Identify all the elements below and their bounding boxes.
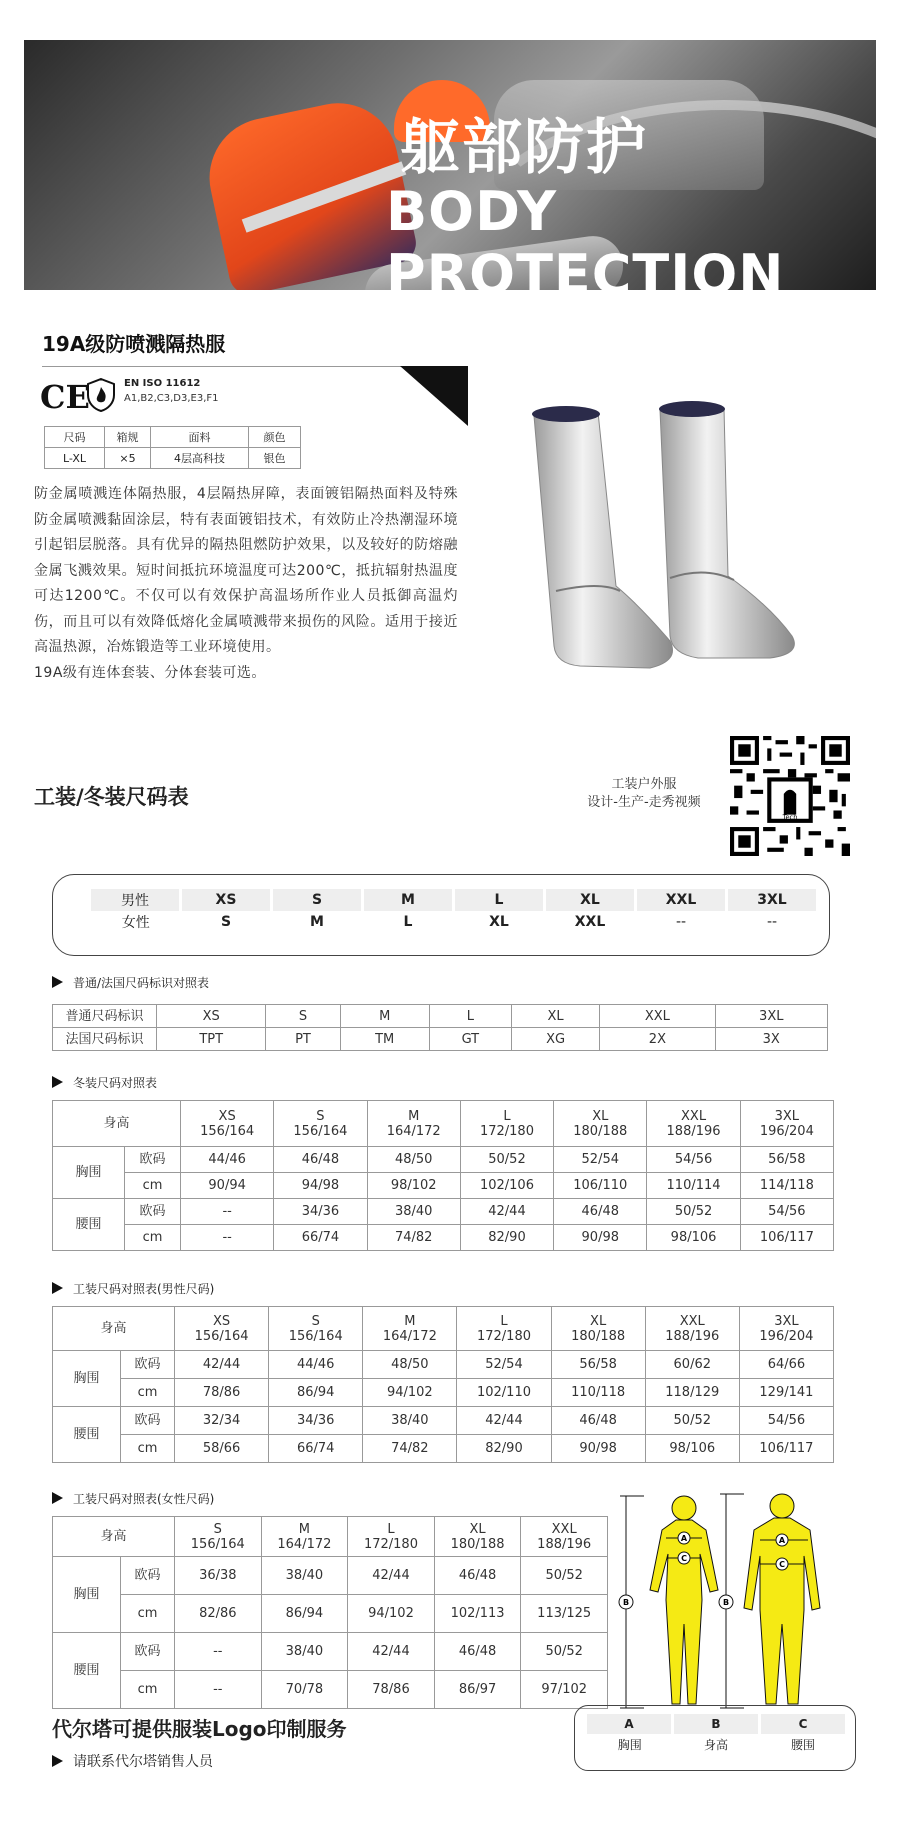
- size-head-cell: XL 180/188: [554, 1101, 647, 1147]
- table-cell: TPT: [157, 1028, 266, 1051]
- table-cell: 46/48: [551, 1407, 645, 1435]
- table-cell: 110/114: [647, 1173, 740, 1199]
- size-head-cell: L 172/180: [348, 1517, 435, 1557]
- fr-table-label: 普通/法国尺码标识对照表: [52, 974, 209, 991]
- legend-label: 腰围: [790, 1737, 815, 1752]
- size-head-cell: XXL 188/196: [647, 1101, 740, 1147]
- table-row: [53, 1173, 834, 1199]
- table-row: [53, 1435, 834, 1463]
- product-title: 19A级防喷溅隔热服: [42, 332, 226, 356]
- gender-size-box: [52, 874, 830, 956]
- table-row: [53, 1557, 608, 1595]
- size-head-cell: 3XL 196/204: [739, 1307, 833, 1351]
- flame-shield-icon: [86, 378, 116, 412]
- table-cell: --: [175, 1633, 262, 1671]
- table-cell: 46/48: [434, 1557, 521, 1595]
- table-cell: 86/94: [269, 1379, 363, 1407]
- table-cell: 90/98: [554, 1225, 647, 1251]
- table-cell: 48/50: [367, 1147, 460, 1173]
- table-cell: --: [181, 1225, 274, 1251]
- table-cell: 3X: [715, 1028, 827, 1051]
- table-row: [53, 1595, 608, 1633]
- table-cell: XG: [511, 1028, 599, 1051]
- size-head-cell: XL 180/188: [434, 1517, 521, 1557]
- legend-label: 身高: [703, 1737, 728, 1752]
- table-cell: 34/36: [274, 1199, 367, 1225]
- table-cell: 129/141: [739, 1379, 833, 1407]
- winter-size-table: [52, 1100, 834, 1251]
- table-cell: 113/125: [521, 1595, 608, 1633]
- row-label: 身高: [53, 1307, 175, 1351]
- size-cell: M: [310, 914, 324, 930]
- table-cell: 50/52: [521, 1557, 608, 1595]
- row-label: 胸围: [53, 1147, 125, 1199]
- size-head-cell: S 156/164: [269, 1307, 363, 1351]
- spec-value: ×5: [105, 448, 151, 469]
- table-cell: 86/97: [434, 1671, 521, 1709]
- table-cell: 52/54: [457, 1351, 551, 1379]
- table-cell: 98/106: [645, 1435, 739, 1463]
- table-cell: 74/82: [363, 1435, 457, 1463]
- table-cell: 82/86: [175, 1595, 262, 1633]
- spec-value: 银色: [249, 448, 301, 469]
- table-cell: 54/56: [647, 1147, 740, 1173]
- table-cell: 82/90: [460, 1225, 553, 1251]
- banner-title-cn: 躯部防护: [400, 113, 648, 183]
- legend-labels-row: [587, 1734, 847, 1754]
- unit-label: 欧码: [121, 1633, 175, 1671]
- table-cell: 50/52: [645, 1407, 739, 1435]
- unit-label: 欧码: [125, 1147, 181, 1173]
- size-cell: L: [403, 914, 413, 930]
- qr-code-icon[interactable]: [730, 736, 850, 856]
- size-head-cell: S 156/164: [175, 1517, 262, 1557]
- legend-letter: C: [760, 1714, 847, 1734]
- table-cell: 3XL: [715, 1005, 827, 1028]
- table-cell: 46/48: [274, 1147, 367, 1173]
- spec-header: 箱规: [105, 427, 151, 448]
- table-cell: 42/44: [457, 1407, 551, 1435]
- female-row: [91, 911, 818, 933]
- size-head-cell: XS 156/164: [175, 1307, 269, 1351]
- male-figure: [744, 1494, 820, 1704]
- size-head-cell: XL 180/188: [551, 1307, 645, 1351]
- table-cell: 97/102: [521, 1671, 608, 1709]
- contact-line: 请联系代尔塔销售人员: [52, 1751, 213, 1771]
- table-cell: 38/40: [261, 1557, 348, 1595]
- standard-codes: A1,B2,C3,D3,E3,F1: [124, 393, 219, 404]
- table-cell: --: [181, 1199, 274, 1225]
- unit-label: 欧码: [121, 1557, 175, 1595]
- row-label: 身高: [53, 1517, 175, 1557]
- spec-value: L-XL: [45, 448, 105, 469]
- size-cell: S: [220, 914, 232, 930]
- unit-label: cm: [121, 1435, 175, 1463]
- table-row: [53, 1225, 834, 1251]
- table-cell: 46/48: [554, 1199, 647, 1225]
- legend-letter: B: [673, 1714, 760, 1734]
- size-head-cell: M 164/172: [367, 1101, 460, 1147]
- arrow-icon: [52, 1492, 63, 1504]
- size-cell: L: [454, 889, 545, 911]
- table-cell: 50/52: [521, 1633, 608, 1671]
- unit-label: cm: [121, 1379, 175, 1407]
- unit-label: 欧码: [121, 1351, 175, 1379]
- fr-size-table: [52, 1004, 828, 1051]
- table-cell: S: [266, 1005, 340, 1028]
- size-cell: XS: [181, 889, 272, 911]
- size-cell: XL: [545, 889, 636, 911]
- table-row: [53, 1671, 608, 1709]
- gender-size-table: [91, 889, 819, 933]
- table-cell: 42/44: [348, 1633, 435, 1671]
- table-cell: 54/56: [740, 1199, 833, 1225]
- table-cell: 58/66: [175, 1435, 269, 1463]
- table-cell: 102/110: [457, 1379, 551, 1407]
- table-cell: 66/74: [269, 1435, 363, 1463]
- table-cell: 42/44: [460, 1199, 553, 1225]
- table-cell: PT: [266, 1028, 340, 1051]
- measurement-legend: [574, 1705, 856, 1771]
- table-cell: XXL: [600, 1005, 715, 1028]
- table-cell: 34/36: [269, 1407, 363, 1435]
- height-row: [53, 1101, 834, 1147]
- marker-a: A: [778, 1536, 786, 1545]
- size-cell: --: [766, 914, 778, 930]
- size-head-cell: L 172/180: [457, 1307, 551, 1351]
- winter-table-label: 冬装尺码对照表: [52, 1074, 157, 1091]
- table-row: [53, 1407, 834, 1435]
- table-cell: M: [340, 1005, 429, 1028]
- size-cell: S: [272, 889, 363, 911]
- table-row: [53, 1028, 828, 1051]
- table-cell: 98/102: [367, 1173, 460, 1199]
- row-label: 普通尺码标识: [53, 1005, 157, 1028]
- size-head-cell: S 156/164: [274, 1101, 367, 1147]
- video-label-line: 工装户外服: [611, 777, 677, 792]
- video-label: [574, 776, 714, 812]
- body-measurement-figures: [614, 1490, 824, 1720]
- row-label: 胸围: [53, 1351, 121, 1407]
- table-cell: 52/54: [554, 1147, 647, 1173]
- unit-label: cm: [125, 1173, 181, 1199]
- table-row: [53, 1147, 834, 1173]
- table-cell: 42/44: [175, 1351, 269, 1379]
- table-cell: 82/90: [457, 1435, 551, 1463]
- table-cell: 66/74: [274, 1225, 367, 1251]
- description-paragraph: 防金属喷溅连体隔热服，4层隔热屏障，表面镀铝隔热面料及特殊防金属喷溅黏固涂层，特有表面镀铝技术，有效防止冷热潮湿环境引起铝层脱落。具有优异的隔热阻燃防护效果，以及较好的防熔融金属飞溅效果。短时间抵抗环境温度可达200℃，抵抗辐射热温度可达1200℃。不仅可以有效保护高温场所作业人员抵御高温灼伤，而且可以有效降低熔化金属喷溅带来损伤的风险。适用于接近高温热源，冶炼锻造等工业环境使用。: [34, 486, 458, 655]
- table-row: [53, 1379, 834, 1407]
- table-cell: 98/106: [647, 1225, 740, 1251]
- table-cell: 70/78: [261, 1671, 348, 1709]
- height-row: [53, 1307, 834, 1351]
- unit-label: cm: [121, 1595, 175, 1633]
- table-row: [53, 1633, 608, 1671]
- table-cell: 42/44: [348, 1557, 435, 1595]
- table-cell: 102/113: [434, 1595, 521, 1633]
- banner-title-en: BODY PROTECTION: [386, 180, 785, 306]
- size-head-cell: L 172/180: [460, 1101, 553, 1147]
- marker-a: A: [680, 1534, 688, 1543]
- table-cell: 86/94: [261, 1595, 348, 1633]
- table-cell: 90/98: [551, 1435, 645, 1463]
- size-head-cell: XXL 188/196: [645, 1307, 739, 1351]
- table-cell: 56/58: [551, 1351, 645, 1379]
- legend-letter: A: [587, 1714, 673, 1734]
- table-cell: 106/117: [740, 1225, 833, 1251]
- unit-label: 欧码: [121, 1407, 175, 1435]
- corner-triangle-decoration: [400, 366, 468, 426]
- ce-mark-icon: CE: [40, 378, 90, 416]
- spec-header-row: [45, 427, 301, 448]
- table-cell: 106/117: [739, 1435, 833, 1463]
- female-label: 女性: [121, 915, 150, 931]
- arrow-icon: [52, 1755, 63, 1767]
- table-cell: 106/110: [554, 1173, 647, 1199]
- row-label: 身高: [53, 1101, 181, 1147]
- legend-letters-row: [587, 1714, 847, 1734]
- arrow-icon: [52, 1282, 63, 1294]
- table-cell: 94/102: [348, 1595, 435, 1633]
- table-cell: 60/62: [645, 1351, 739, 1379]
- unit-label: cm: [125, 1225, 181, 1251]
- size-head-cell: XXL 188/196: [521, 1517, 608, 1557]
- size-head-cell: M 164/172: [261, 1517, 348, 1557]
- marker-c: C: [681, 1554, 687, 1563]
- table-cell: L: [429, 1005, 511, 1028]
- size-head-cell: XS 156/164: [181, 1101, 274, 1147]
- logo-service-heading: 代尔塔可提供服装Logo印制服务: [52, 1717, 347, 1741]
- row-label: 腰围: [53, 1199, 125, 1251]
- table-cell: XS: [157, 1005, 266, 1028]
- row-label: 腰围: [53, 1633, 121, 1709]
- women-size-table: [52, 1516, 608, 1709]
- size-chart-heading: 工装/冬装尺码表: [34, 785, 189, 809]
- size-cell: M: [363, 889, 454, 911]
- table-row: [53, 1005, 828, 1028]
- table-cell: 36/38: [175, 1557, 262, 1595]
- table-cell: 38/40: [367, 1199, 460, 1225]
- table-cell: 32/34: [175, 1407, 269, 1435]
- table-cell: --: [175, 1671, 262, 1709]
- qr-center-label: Tech: [782, 813, 798, 822]
- standard-name: EN ISO 11612: [124, 378, 201, 389]
- table-cell: 46/48: [434, 1633, 521, 1671]
- table-cell: 38/40: [261, 1633, 348, 1671]
- table-cell: GT: [429, 1028, 511, 1051]
- size-cell: XXL: [574, 914, 606, 930]
- table-cell: 44/46: [269, 1351, 363, 1379]
- table-cell: 74/82: [367, 1225, 460, 1251]
- spec-header: 面料: [151, 427, 249, 448]
- table-cell: 50/52: [647, 1199, 740, 1225]
- size-cell: 3XL: [727, 889, 818, 911]
- table-row: [53, 1351, 834, 1379]
- spec-header: 尺码: [45, 427, 105, 448]
- table-cell: 78/86: [175, 1379, 269, 1407]
- size-cell: XL: [489, 914, 509, 930]
- marker-b: B: [622, 1598, 630, 1607]
- table-cell: 44/46: [181, 1147, 274, 1173]
- row-label: 胸围: [53, 1557, 121, 1633]
- table-cell: 118/129: [645, 1379, 739, 1407]
- table-cell: 78/86: [348, 1671, 435, 1709]
- table-cell: 102/106: [460, 1173, 553, 1199]
- table-cell: 110/118: [551, 1379, 645, 1407]
- spec-table: [44, 426, 301, 469]
- table-cell: 94/98: [274, 1173, 367, 1199]
- table-cell: 114/118: [740, 1173, 833, 1199]
- table-cell: 50/52: [460, 1147, 553, 1173]
- product-description: [34, 482, 458, 686]
- table-row: [53, 1199, 834, 1225]
- size-cell: XXL: [636, 889, 727, 911]
- table-cell: XL: [511, 1005, 599, 1028]
- male-label: 男性: [91, 889, 181, 911]
- spec-header: 颜色: [249, 427, 301, 448]
- description-option: 19A级有连体套装、分体套装可选。: [34, 664, 266, 681]
- table-cell: 38/40: [363, 1407, 457, 1435]
- height-row: [53, 1517, 608, 1557]
- product-image-boot-covers: [520, 396, 850, 706]
- arrow-icon: [52, 1076, 63, 1088]
- men-size-table: [52, 1306, 834, 1463]
- female-figure: [650, 1496, 718, 1704]
- men-table-label: 工装尺码对照表(男性尺码): [52, 1280, 214, 1297]
- unit-label: 欧码: [125, 1199, 181, 1225]
- spec-value: 4层高科技: [151, 448, 249, 469]
- marker-b: B: [722, 1598, 730, 1607]
- legend-label: 胸围: [617, 1737, 642, 1752]
- table-cell: 94/102: [363, 1379, 457, 1407]
- size-cell: --: [675, 914, 687, 930]
- legend-table: [587, 1714, 848, 1754]
- male-row: [91, 889, 818, 911]
- video-label-line: 设计-生产-走秀视频: [587, 795, 701, 810]
- table-cell: 64/66: [739, 1351, 833, 1379]
- table-cell: 56/58: [740, 1147, 833, 1173]
- size-head-cell: M 164/172: [363, 1307, 457, 1351]
- women-table-label: 工装尺码对照表(女性尺码): [52, 1490, 214, 1507]
- size-head-cell: 3XL 196/204: [740, 1101, 833, 1147]
- marker-c: C: [779, 1560, 785, 1569]
- table-cell: 90/94: [181, 1173, 274, 1199]
- spec-value-row: [45, 448, 301, 469]
- divider: [42, 366, 462, 367]
- table-cell: 48/50: [363, 1351, 457, 1379]
- table-cell: 54/56: [739, 1407, 833, 1435]
- row-label: 腰围: [53, 1407, 121, 1463]
- table-cell: 2X: [600, 1028, 715, 1051]
- row-label: 法国尺码标识: [53, 1028, 157, 1051]
- unit-label: cm: [121, 1671, 175, 1709]
- table-cell: TM: [340, 1028, 429, 1051]
- arrow-icon: [52, 976, 63, 988]
